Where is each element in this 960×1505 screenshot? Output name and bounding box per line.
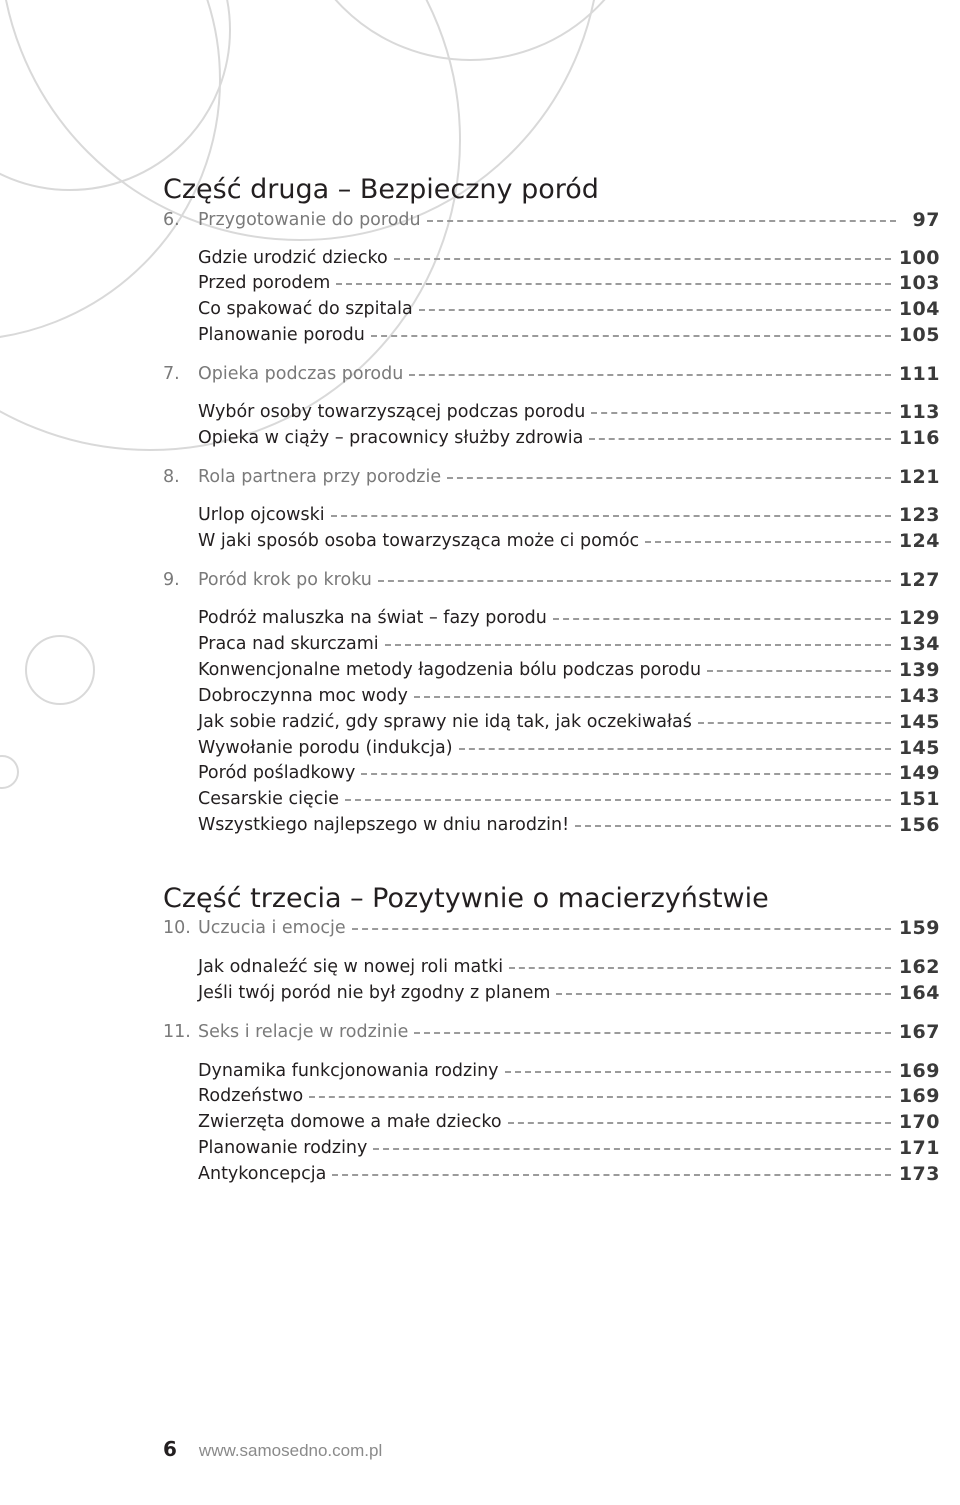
page-number: 6: [163, 1437, 177, 1461]
page-ref: 104: [898, 298, 940, 320]
entry-title: Rodzeństwo: [198, 1086, 304, 1106]
page-ref: 124: [898, 530, 940, 552]
dotted-leader: [459, 748, 891, 750]
dotted-leader: [336, 283, 891, 285]
toc-section-entry: [198, 425, 940, 451]
page-ref: 100: [898, 247, 940, 269]
toc-chapter-entry: [163, 361, 940, 387]
page-ref: 113: [898, 401, 940, 423]
toc-section-entry: [198, 954, 940, 980]
page-ref: 123: [898, 504, 940, 526]
chapter-number: 7.: [163, 364, 180, 384]
dotted-leader: [707, 670, 891, 672]
dotted-leader: [508, 1122, 891, 1124]
dotted-leader: [556, 993, 890, 995]
page-ref: 151: [898, 788, 940, 810]
entry-title: Poród pośladkowy: [198, 763, 356, 783]
page-ref: 139: [898, 659, 940, 681]
dotted-leader: [589, 438, 890, 440]
page-ref: 170: [898, 1111, 940, 1133]
dotted-leader: [427, 220, 896, 222]
page-ref: 145: [898, 737, 940, 759]
toc-section-entry: [198, 980, 940, 1006]
dotted-leader: [575, 825, 891, 827]
dotted-leader: [394, 258, 891, 260]
dotted-leader: [378, 580, 891, 582]
dotted-leader: [371, 335, 891, 337]
page-ref: 173: [898, 1163, 940, 1185]
toc-section-entry: [198, 683, 940, 709]
page-ref: 156: [898, 814, 940, 836]
toc-section-entry: [198, 786, 940, 812]
entry-title: Planowanie porodu: [198, 325, 365, 345]
entry-title: Dobroczynna moc wody: [198, 686, 408, 706]
footer-url: www.samosedno.com.pl: [198, 1441, 383, 1460]
entry-title: Urlop ojcowski: [198, 505, 325, 525]
dotted-leader: [409, 374, 891, 376]
toc-section-entry: [198, 1135, 940, 1161]
entry-title: Planowanie rodziny: [198, 1138, 368, 1158]
page-ref: 169: [898, 1060, 940, 1082]
toc-section-entry: [198, 296, 940, 322]
page-ref: 169: [898, 1085, 940, 1107]
entry-title: Podróż maluszka na świat – fazy porodu: [198, 608, 547, 628]
decorative-circle: [0, 756, 18, 788]
page-ref: 159: [898, 917, 940, 939]
toc-section-entry: [198, 1109, 940, 1135]
page-ref: 143: [898, 685, 940, 707]
dotted-leader: [414, 1032, 890, 1034]
toc-section-entry: [198, 1058, 940, 1084]
chapter-number: 11.: [163, 1022, 191, 1042]
entry-title: Gdzie urodzić dziecko: [198, 248, 388, 268]
entry-title: Praca nad skurczami: [198, 634, 379, 654]
entry-title: Jak sobie radzić, gdy sprawy nie idą tak, jak oczekiwałaś: [198, 712, 692, 732]
entry-title: Konwencjonalne metody łagodzenia bólu podczas porodu: [198, 660, 702, 680]
toc-section-entry: [198, 735, 940, 761]
dotted-leader: [698, 722, 891, 724]
entry-title: Wybór osoby towarzyszącej podczas porodu: [198, 402, 586, 422]
toc-section-entry: [198, 605, 940, 631]
dotted-leader: [345, 799, 891, 801]
entry-title: Uczucia i emocje: [198, 918, 346, 938]
entry-title: Poród krok po kroku: [198, 570, 372, 590]
entry-title: Przed porodem: [198, 273, 331, 293]
page-ref: 145: [898, 711, 940, 733]
decorative-circle: [26, 636, 94, 704]
toc-section-entry: [198, 631, 940, 657]
chapter-number: 8.: [163, 467, 180, 487]
toc-chapter-entry: [163, 1019, 940, 1045]
toc-section-entry: [198, 528, 940, 554]
toc-section-entry: [198, 1161, 940, 1187]
entry-title: Jak odnaleźć się w nowej roli matki: [198, 957, 504, 977]
dotted-leader: [419, 309, 891, 311]
decorative-circle: [0, 0, 230, 190]
chapter-number: 9.: [163, 570, 180, 590]
dotted-leader: [509, 967, 891, 969]
toc-section-entry: [198, 399, 940, 425]
toc-chapter-entry: [163, 915, 940, 941]
decorative-circle: [290, 0, 650, 60]
entry-title: Antykoncepcja: [198, 1164, 327, 1184]
toc-section-entry: [198, 502, 940, 528]
page-ref: 111: [898, 363, 940, 385]
dotted-leader: [361, 773, 890, 775]
page-ref: 171: [898, 1137, 940, 1159]
entry-title: Co spakować do szpitala: [198, 299, 413, 319]
page-ref: 121: [898, 466, 940, 488]
dotted-leader: [553, 618, 891, 620]
entry-title: Wszystkiego najlepszego w dniu narodzin!: [198, 815, 570, 835]
toc-section-entry: [198, 709, 940, 735]
entry-title: Opieka podczas porodu: [198, 364, 404, 384]
page-ref: 105: [898, 324, 940, 346]
toc-section-entry: [198, 657, 940, 683]
dotted-leader: [505, 1071, 891, 1073]
toc-section-entry: [198, 760, 940, 786]
dotted-leader: [591, 412, 890, 414]
page-ref: 149: [898, 762, 940, 784]
toc-chapter-entry: [163, 567, 940, 593]
entry-title: Jeśli twój poród nie był zgodny z planem: [198, 983, 551, 1003]
entry-title: W jaki sposób osoba towarzysząca może ci pomóc: [198, 531, 640, 551]
toc-chapter-entry: [163, 464, 940, 490]
dotted-leader: [645, 541, 891, 543]
part-title: Część trzecia – Pozytywnie o macierzyństwie: [163, 883, 769, 914]
toc-section-entry: [198, 270, 940, 296]
entry-title: Wywołanie porodu (indukcja): [198, 738, 453, 758]
page-ref: 134: [898, 633, 940, 655]
toc-section-entry: [198, 322, 940, 348]
dotted-leader: [331, 515, 891, 517]
page-ref: 103: [898, 272, 940, 294]
page-ref: 129: [898, 607, 940, 629]
page-ref: 97: [912, 209, 940, 231]
chapter-number: 6.: [163, 210, 180, 230]
dotted-leader: [447, 477, 891, 479]
page-footer: [163, 1437, 382, 1467]
page-ref: 127: [898, 569, 940, 591]
dotted-leader: [332, 1174, 891, 1176]
page-ref: 164: [898, 982, 940, 1004]
dotted-leader: [414, 696, 891, 698]
page-ref: 116: [898, 427, 940, 449]
entry-title: Zwierzęta domowe a małe dziecko: [198, 1112, 502, 1132]
entry-title: Cesarskie cięcie: [198, 789, 339, 809]
toc-section-entry: [198, 245, 940, 271]
chapter-number: 10.: [163, 918, 191, 938]
dotted-leader: [373, 1148, 890, 1150]
entry-title: Rola partnera przy porodzie: [198, 467, 442, 487]
dotted-leader: [352, 928, 891, 930]
entry-title: Opieka w ciąży – pracownicy służby zdrowia: [198, 428, 584, 448]
entry-title: Seks i relacje w rodzinie: [198, 1022, 409, 1042]
dotted-leader: [385, 644, 891, 646]
toc-chapter-entry: [163, 207, 940, 233]
dotted-leader: [309, 1096, 891, 1098]
entry-title: Dynamika funkcjonowania rodziny: [198, 1061, 499, 1081]
part-title: Część druga – Bezpieczny poród: [163, 174, 599, 205]
page-ref: 162: [898, 956, 940, 978]
toc-section-entry: [198, 1083, 940, 1109]
toc-section-entry: [198, 812, 940, 838]
page-ref: 167: [898, 1021, 940, 1043]
entry-title: Przygotowanie do porodu: [198, 210, 421, 230]
